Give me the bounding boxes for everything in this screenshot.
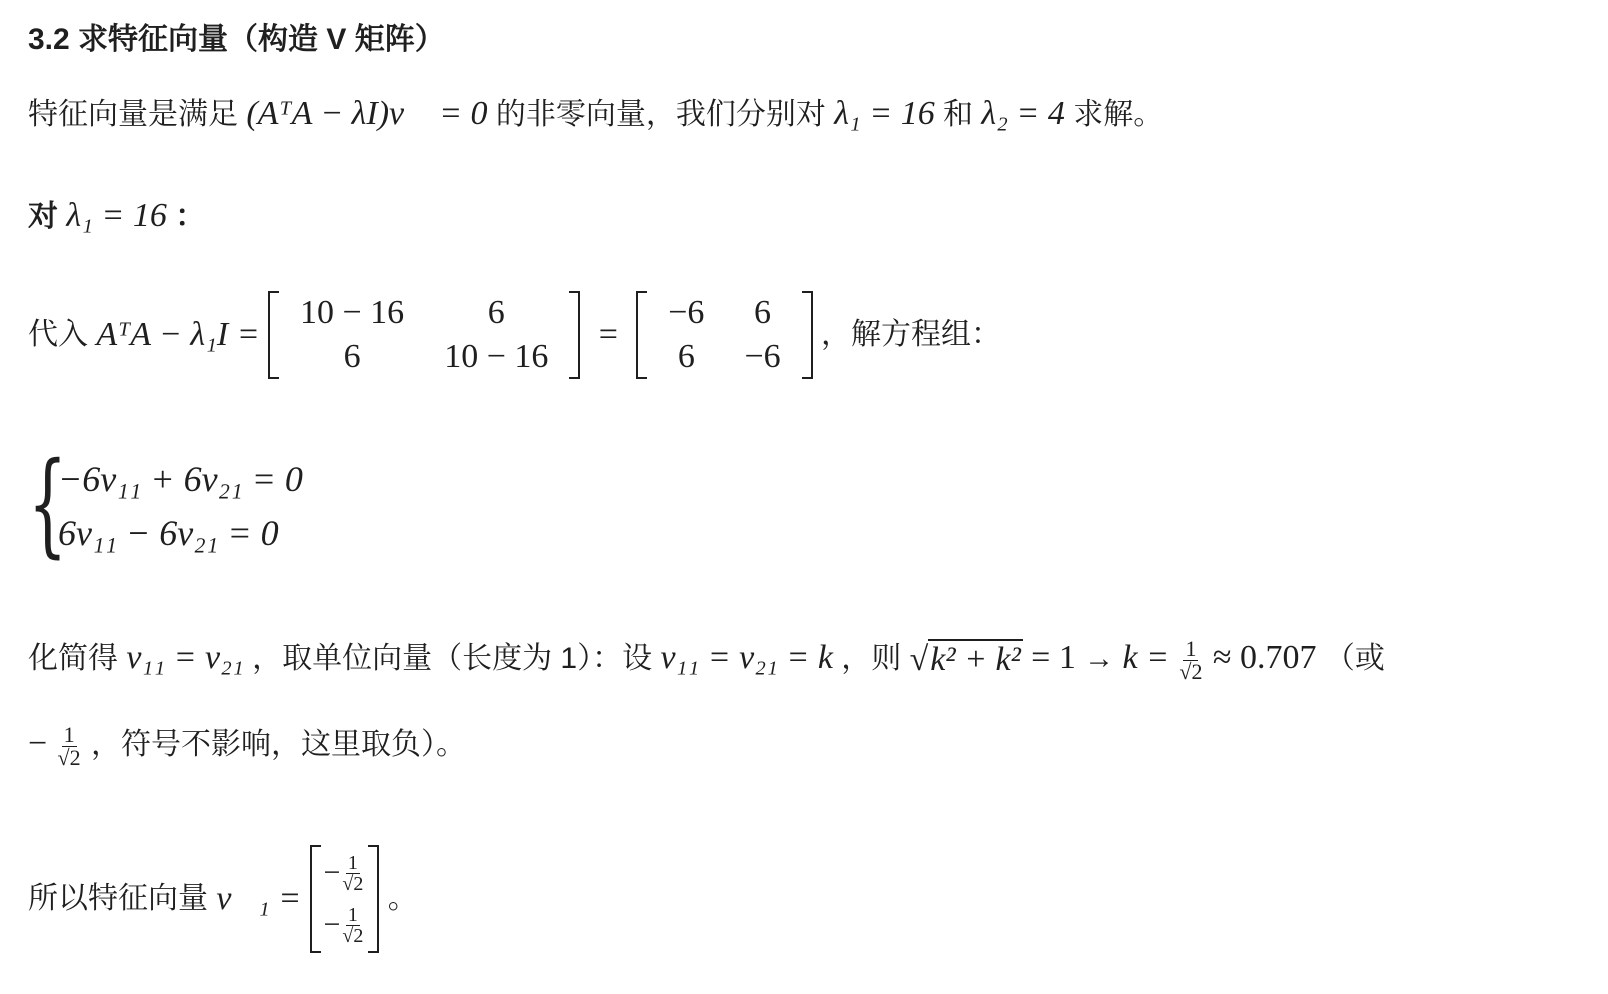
fraction-numerator: 1 — [63, 721, 75, 747]
simplify-mid2: ，则 — [841, 642, 902, 675]
intro-text-post: 求解。 — [1073, 98, 1164, 131]
left-brace: { — [28, 439, 68, 569]
equation-system — [28, 439, 388, 569]
intro-formula: (AᵀA − λI)v⃗ = 0 — [246, 95, 488, 132]
fraction — [1177, 635, 1204, 684]
result-entry — [320, 847, 370, 899]
matrix-1-cell: 10 − 16 — [444, 338, 549, 376]
section-heading: 3.2 求特征向量（构造 V 矩阵） — [28, 23, 445, 56]
result-pre: 所以特征向量 — [28, 882, 208, 916]
result-matrix — [310, 845, 380, 953]
fraction — [56, 721, 83, 770]
fraction-denominator: √2 — [57, 744, 81, 770]
simplify2-text: ，符号不影响，这里取负）。 — [90, 728, 466, 761]
matrix-2-cell: 6 — [677, 338, 695, 376]
substitute-lhs: AᵀA − λ₁I = — [96, 316, 260, 354]
substitute-post: ，解方程组： — [820, 318, 1001, 352]
result-entry-sign: − — [323, 908, 341, 942]
fraction — [340, 905, 365, 946]
simplify-after-sqrt: = 1 — [1031, 639, 1076, 676]
matrix-2 — [636, 291, 812, 379]
fraction — [340, 853, 365, 894]
intro-line — [28, 94, 1163, 135]
system-eq-2: 6v₁₁ − 6v₂₁ = 0 — [58, 513, 279, 553]
neg-sign: − — [28, 725, 48, 762]
case1-label-post: ： — [175, 200, 206, 233]
result-entry — [320, 899, 370, 951]
simplify-pre: 化简得 — [28, 642, 118, 675]
system-eq-1: −6v₁₁ + 6v₂₁ = 0 — [58, 459, 303, 499]
fraction-denominator: √2 — [342, 924, 364, 947]
fraction-denominator: √2 — [342, 872, 364, 895]
matrix-2-cell: −6 — [668, 294, 705, 332]
case1-heading — [28, 196, 205, 237]
simplify-line-2 — [28, 716, 466, 773]
intro-lambda2: λ₂ = 4 — [981, 95, 1065, 132]
result-line — [28, 840, 418, 956]
result-vec: v⃗₁ = — [216, 880, 302, 918]
substitute-equals: = — [598, 316, 618, 354]
fraction-denominator: √2 — [1179, 658, 1203, 684]
simplify-k-eq: k = — [1122, 639, 1170, 676]
fraction-numerator: 1 — [347, 851, 358, 874]
fraction-numerator: 1 — [347, 903, 358, 926]
matrix-1 — [268, 291, 580, 379]
result-entry-sign: − — [323, 856, 341, 890]
simplify-rel: v₁₁ = v₂₁ — [126, 639, 244, 676]
case1-label-pre: 对 — [28, 200, 58, 233]
substitute-line — [28, 286, 1001, 382]
substitute-pre: 代入 — [28, 318, 88, 352]
matrix-1-cell: 6 — [343, 338, 361, 376]
sqrt-expression: √k² + k² — [909, 641, 1021, 679]
intro-text-mid: 的非零向量，我们分别对 — [495, 98, 826, 131]
simplify-mid1: ，取单位向量（长度为 1）：设 — [252, 642, 653, 675]
arrow-icon: → — [1084, 642, 1115, 675]
matrix-2-cell: −6 — [744, 338, 781, 376]
intro-and: 和 — [943, 98, 974, 131]
case1-lambda: λ₁ = 16 — [66, 197, 167, 234]
matrix-1-cell: 6 — [487, 294, 505, 332]
intro-text-pre: 特征向量是满足 — [28, 98, 238, 131]
matrix-1-cell: 10 − 16 — [300, 294, 405, 332]
sqrt-content: k² + k² — [930, 641, 1021, 679]
matrix-2-cell: 6 — [754, 294, 772, 332]
simplify-line — [28, 630, 1385, 688]
result-post: 。 — [387, 882, 418, 916]
simplify-approx: ≈ 0.707 — [1212, 639, 1317, 676]
fraction-numerator: 1 — [1185, 635, 1197, 661]
simplify-set: v₁₁ = v₂₁ = k — [660, 639, 833, 676]
intro-lambda1: λ₁ = 16 — [834, 95, 935, 132]
simplify-tail: （或 — [1324, 642, 1385, 675]
